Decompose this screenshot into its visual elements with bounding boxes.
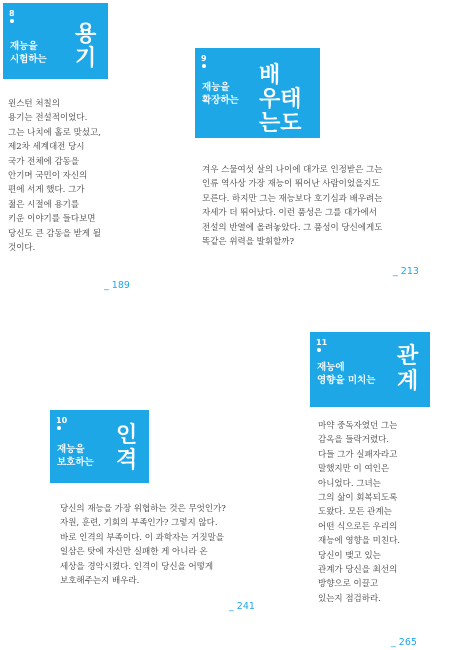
section-subtitle-line2: 보호하는 <box>57 457 94 468</box>
body-line: 젊은 시절에 용기를 <box>8 199 80 210</box>
page-reference: _ 213 <box>393 266 419 277</box>
section-subtitle-line1: 재능에 <box>317 362 345 373</box>
section-subtitle-line2: 시험하는 <box>10 54 47 65</box>
section-title-line2: 우태 <box>259 87 302 112</box>
body-line: 겨우 스물여섯 살의 나이에 대가로 인정받은 그는 <box>202 165 383 175</box>
body-line: 제2차 세계대전 당시 <box>8 142 85 153</box>
body-line: 윈스턴 처칠의 <box>8 99 60 109</box>
body-line: 용기는 전설적이었다. <box>8 113 88 124</box>
section-11-body <box>318 419 400 606</box>
section-title-line1: 배 <box>259 63 281 88</box>
body-line: 일삼은 탓에 자신만 실패한 게 아니라 온 <box>60 547 208 558</box>
body-line: 그의 삶이 회복되도록 <box>318 493 398 504</box>
section-subtitle-line1: 재능을 <box>57 444 85 455</box>
body-line: 어떤 식으로든 우리의 <box>318 521 398 532</box>
page-reference: _ 265 <box>391 637 417 648</box>
section-title-line3: 는도 <box>259 111 302 136</box>
section-subtitle-line1: 재능을 <box>10 41 38 52</box>
section-title-line2: 격 <box>116 448 138 473</box>
section-title-line2: 계 <box>397 369 419 394</box>
section-number: 9 <box>201 54 207 63</box>
body-line: 자원, 훈련, 기회의 부족인가? 그렇지 않다. <box>60 518 218 529</box>
section-number: 11 <box>316 338 328 347</box>
body-line: 편에 서게 했다. 그가 <box>8 185 85 196</box>
body-line: 그는 나치에 홀로 맞섰고, <box>8 127 101 138</box>
section-subtitle-line1: 재능을 <box>202 82 230 93</box>
body-line: 똑같은 위력을 발휘할까? <box>202 237 295 248</box>
body-line: 인류 역사상 가장 재능이 뛰어난 사람이었을지도 <box>202 179 380 190</box>
section-9-tile <box>195 48 320 138</box>
body-line: 보호해주는지 배우라. <box>60 576 140 587</box>
body-line: 방향으로 이끌고 <box>318 579 379 590</box>
body-line: 있는지 점검하라. <box>318 593 381 604</box>
section-title-line2: 기 <box>75 46 97 71</box>
section-8-body <box>8 97 101 255</box>
page-reference: _ 189 <box>104 280 130 291</box>
body-line: 재능에 영향을 미친다. <box>318 536 401 547</box>
section-title-line1: 관 <box>397 344 419 369</box>
body-line: 당신의 재능을 가장 위협하는 것은 무엇인가? <box>60 504 226 514</box>
body-line: 도왔다. 모든 관계는 <box>318 507 392 518</box>
section-title-line1: 인 <box>116 423 138 448</box>
body-line: 마약 중독자였던 그는 <box>318 421 398 431</box>
section-number: 8 <box>9 9 15 18</box>
section-10-body <box>60 502 226 588</box>
body-line: 세상을 경악시켰다. 인격이 당신을 어떻게 <box>60 561 214 572</box>
body-line: 바로 인격의 부족이다. 이 과학자는 거짓말을 <box>60 532 225 543</box>
section-9-body <box>202 163 382 249</box>
body-line: 감옥을 들락거렸다. <box>318 435 390 446</box>
body-line: 당신도 큰 감동을 받게 될 <box>8 228 101 239</box>
body-line: 것이다. <box>8 243 36 254</box>
body-line: 자세가 더 뛰어났다. 이런 품성은 그를 대가에서 <box>202 208 377 219</box>
body-line: 아니었다. 그녀는 <box>318 478 381 489</box>
body-line: 안기며 국민이 자신의 <box>8 171 88 182</box>
bullet-dot <box>202 64 206 68</box>
bullet-dot <box>10 19 14 23</box>
bullet-dot <box>57 426 61 430</box>
body-line: 당신이 맺고 있는 <box>318 550 381 561</box>
body-line: 국가 전체에 감동을 <box>8 156 80 167</box>
section-8-tile <box>3 3 108 79</box>
body-line: 관계가 당신을 최선의 <box>318 565 398 576</box>
section-subtitle-line2: 확장하는 <box>202 95 239 106</box>
body-line: 다들 그가 실패자라고 <box>318 449 398 460</box>
body-line: 모른다. 하지만 그는 재능보다 호기심과 배우려는 <box>202 193 383 204</box>
section-title-line1: 용 <box>75 22 97 47</box>
bullet-dot <box>317 348 321 352</box>
body-line: 말했지만 이 여인은 <box>318 464 390 475</box>
page-reference: _ 241 <box>229 601 255 612</box>
section-number: 10 <box>56 416 68 425</box>
body-line: 키운 이야기를 들다보면 <box>8 214 96 225</box>
section-11-tile <box>310 332 430 407</box>
body-line: 전설의 반열에 올려놓았다. 그 품성이 당신에게도 <box>202 222 383 233</box>
section-subtitle-line2: 영향을 미치는 <box>317 375 376 386</box>
section-10-tile <box>50 410 149 483</box>
